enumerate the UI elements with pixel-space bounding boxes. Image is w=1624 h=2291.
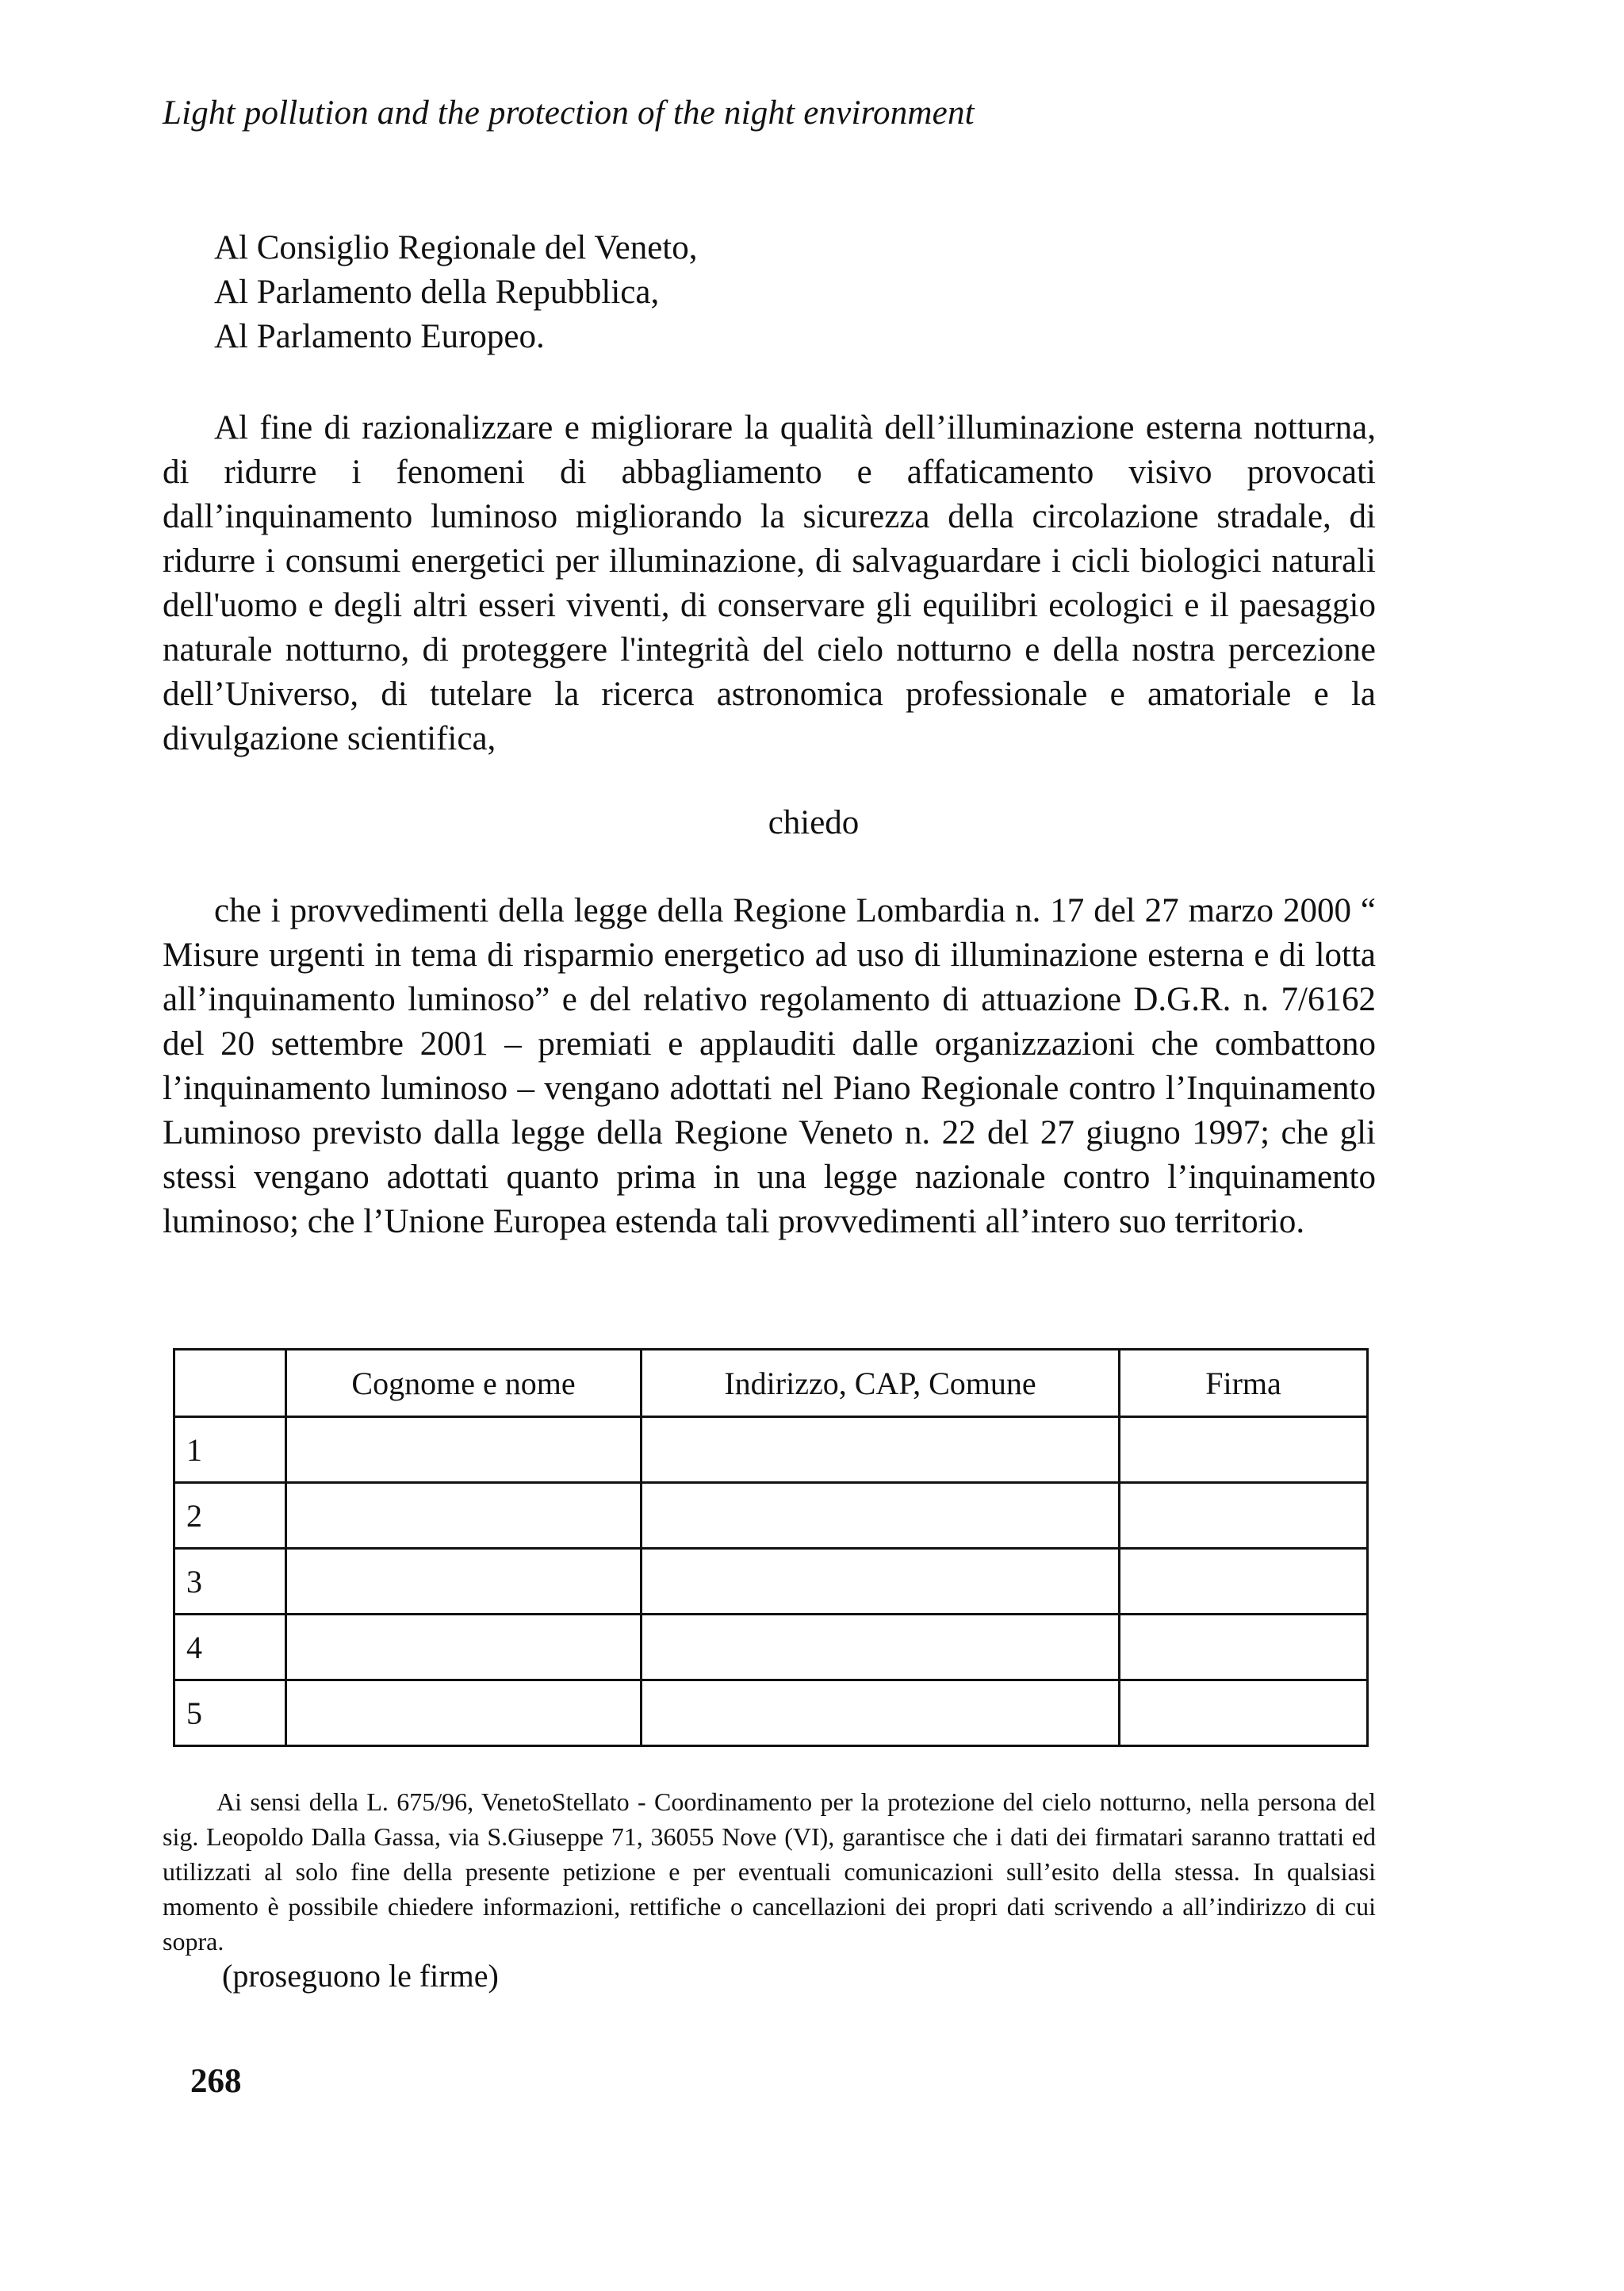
privacy-note: Ai sensi della L. 675/96, VenetoStellato - Coordinamento per la protezione del cielo notturno, nella persona del sig. Leopoldo Dalla Gassa, via S.Giuseppe 71, 36055 Nove (VI), garantisce che i dati dei firmatari saranno trattati ed utilizzati al solo fine della presente petizione e per eventuali comunicazioni sull’esito della stessa. In qualsiasi momento è possibile chiedere informazioni, rettifiche o cancellazioni dei propri dati scrivendo a all’indirizzo di cui sopra. (163, 1787, 1376, 1956)
header-address-cell: Indirizzo, CAP, Comune (642, 1350, 1120, 1417)
name-cell (286, 1417, 642, 1483)
header-name-cell: Cognome e nome (286, 1350, 642, 1417)
table-row (174, 1680, 1368, 1746)
row-number: 5 (174, 1680, 286, 1746)
address-cell (642, 1680, 1120, 1746)
signature-cell (1120, 1417, 1368, 1483)
address-cell (642, 1615, 1120, 1680)
addressee-list (214, 226, 698, 359)
addressee-line: Al Parlamento della Repubblica, (214, 274, 660, 311)
request-verb: chiedo (768, 804, 860, 841)
name-cell (286, 1615, 642, 1680)
running-header: Light pollution and the protection of the night environment (163, 94, 975, 132)
address-cell (642, 1483, 1120, 1549)
name-cell (286, 1483, 642, 1549)
addressee-line: Al Parlamento Europeo. (214, 318, 545, 355)
table-row (174, 1417, 1368, 1483)
page-number: 268 (190, 2063, 242, 2100)
header-number-cell (174, 1350, 286, 1417)
address-cell (642, 1417, 1120, 1483)
purpose-paragraph: Al fine di razionalizzare e migliorare la qualità dell’illuminazione esterna notturna, di ridurre i fenomeni di abbagliamento e affaticamento visivo provocati dall’inquinamento luminoso migliorando la sicurezza della circolazione stradale, di ridurre i consumi energetici per illuminazione, di salvaguardare i cicli biologici naturali dell'uomo e degli altri esseri viventi, di conservare gli equilibri ecologici e il paesaggio naturale notturno, di proteggere l'integrità del cielo notturno e della nostra percezione dell’Universo, di tutelare la ricerca astronomica professionale e amatoriale e la divulgazione scientifica, (163, 409, 1376, 757)
signature-cell (1120, 1549, 1368, 1615)
row-number: 4 (174, 1615, 286, 1680)
signature-cell (1120, 1680, 1368, 1746)
row-number: 1 (174, 1417, 286, 1483)
row-number: 3 (174, 1549, 286, 1615)
signature-table (173, 1348, 1369, 1747)
table-row (174, 1549, 1368, 1615)
signature-table-header (174, 1350, 1368, 1417)
request-paragraph: che i provvedimenti della legge della Regione Lombardia n. 17 del 27 marzo 2000 “ Misure urgenti in tema di risparmio energetico ad uso di illuminazione esterna e di lotta all’inquinamento luminoso” e del relativo regolamento di attuazione D.G.R. n. 7/6162 del 20 settembre 2001 – premiati e applauditi dalle organizzazioni che combattono l’inquinamento luminoso – vengano adottati nel Piano Regionale contro l’Inquinamento Luminoso previsto dalla legge della Regione Veneto n. 22 del 27 giugno 1997; che gli stessi vengano adottati quanto prima in una legge nazionale contro l’inquinamento luminoso; che l’Unione Europea estenda tali provvedimenti all’intero suo territorio. (163, 892, 1376, 1240)
row-number: 2 (174, 1483, 286, 1549)
signature-cell (1120, 1483, 1368, 1549)
signature-cell (1120, 1615, 1368, 1680)
table-row (174, 1483, 1368, 1549)
addressee-line: Al Consiglio Regionale del Veneto, (214, 229, 698, 266)
name-cell (286, 1680, 642, 1746)
table-row (174, 1615, 1368, 1680)
address-cell (642, 1549, 1120, 1615)
continuation-note: (proseguono le firme) (222, 1958, 499, 1994)
name-cell (286, 1549, 642, 1615)
header-signature-cell: Firma (1120, 1350, 1368, 1417)
